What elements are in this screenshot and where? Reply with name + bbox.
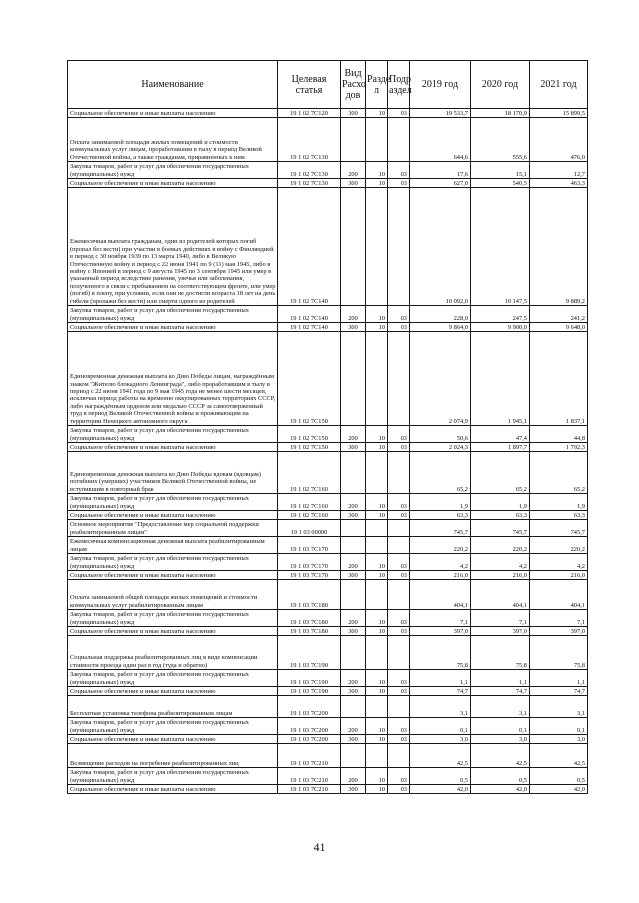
row-name: Основное мероприятие "Предоставление мер социальной поддержки реабилитированным лицам" xyxy=(68,520,278,537)
header-year-2019: 2019 год xyxy=(410,61,471,109)
row-section xyxy=(366,696,388,718)
row-value-2021: 9 889,2 xyxy=(530,188,588,306)
row-target-article: 19 1 02 7С160 xyxy=(278,494,341,511)
row-value-2020: 65,2 xyxy=(471,452,530,494)
row-value-2021: 397,0 xyxy=(530,627,588,636)
row-name: Социальное обеспечение и иные выплаты населению xyxy=(68,571,278,580)
row-name: Закупка товаров, работ и услуг для обеспечения государственных (муниципальных) нужд xyxy=(68,610,278,627)
row-expense-type: 200 xyxy=(341,670,366,687)
row-target-article: 19 1 02 7С150 xyxy=(278,426,341,443)
row-name: Ежемесячная выплата гражданам, один из родителей которых погиб (пропал без вести) при участии в боевых действиях в войну с Финляндией в период с 30 ноября 1939 по 13 марта 1940, либо в Великую Отечественную войну в период с 22 июня 1941 по 9 (11) мая 1945, либо в войну с Японией в период с 9 августа 1945 по 3 сентября 1945 или умер в указанный период вследствие ранения, увечья или заболевания, полученного в связи с пребыванием на соответствующем фронте, или умер (погиб) в плену, при условии, если они не достигли возраста 18 лет на день гибели (пропажи без вести) или смерти одного из родителей xyxy=(68,188,278,306)
row-expense-type: 200 xyxy=(341,306,366,323)
table-row xyxy=(68,332,588,426)
row-name: Закупка товаров, работ и услуг для обеспечения государственных (муниципальных) нужд xyxy=(68,306,278,323)
row-value-2019: 404,1 xyxy=(410,580,471,610)
row-name: Закупка товаров, работ и услуг для обеспечения государственных (муниципальных) нужд xyxy=(68,554,278,571)
table-row xyxy=(68,188,588,306)
row-target-article: 19 1 02 7С150 xyxy=(278,332,341,426)
header-year-2021: 2021 год xyxy=(530,61,588,109)
row-target-article: 19 1 03 00000 xyxy=(278,520,341,537)
row-section: 10 xyxy=(366,571,388,580)
row-expense-type xyxy=(341,636,366,670)
row-value-2019: 7,1 xyxy=(410,610,471,627)
row-value-2020: 745,7 xyxy=(471,520,530,537)
row-section xyxy=(366,332,388,426)
row-target-article: 19 1 03 7С190 xyxy=(278,670,341,687)
row-subsection xyxy=(388,537,410,554)
row-section: 10 xyxy=(366,554,388,571)
row-value-2021: 44,8 xyxy=(530,426,588,443)
table-row xyxy=(68,511,588,520)
row-value-2020: 15,1 xyxy=(471,162,530,179)
row-value-2021: 220,2 xyxy=(530,537,588,554)
row-value-2020: 18 170,9 xyxy=(471,109,530,118)
row-value-2021: 1,1 xyxy=(530,670,588,687)
row-value-2020: 10 147,5 xyxy=(471,188,530,306)
table-row xyxy=(68,627,588,636)
row-section: 10 xyxy=(366,718,388,735)
row-subsection xyxy=(388,520,410,537)
row-subsection: 03 xyxy=(388,426,410,443)
row-target-article: 19 1 03 7С180 xyxy=(278,627,341,636)
row-expense-type: 300 xyxy=(341,687,366,696)
row-name: Закупка товаров, работ и услуг для обеспечения государственных (муниципальных) нужд xyxy=(68,426,278,443)
row-value-2019: 2 024,3 xyxy=(410,443,471,452)
row-value-2020: 3,1 xyxy=(471,696,530,718)
row-target-article: 19 1 02 7С150 xyxy=(278,443,341,452)
table-row xyxy=(68,554,588,571)
row-section: 10 xyxy=(366,610,388,627)
row-value-2020: 0,1 xyxy=(471,718,530,735)
row-value-2020: 47,4 xyxy=(471,426,530,443)
row-expense-type: 300 xyxy=(341,443,366,452)
table-row xyxy=(68,443,588,452)
row-value-2019: 397,0 xyxy=(410,627,471,636)
row-name: Социальное обеспечение и иные выплаты населению xyxy=(68,511,278,520)
row-section: 10 xyxy=(366,426,388,443)
row-target-article: 19 1 03 7С200 xyxy=(278,696,341,718)
table-row xyxy=(68,179,588,188)
row-section: 10 xyxy=(366,306,388,323)
page-number: 41 xyxy=(313,840,326,854)
row-value-2021: 1 837,1 xyxy=(530,332,588,426)
table-row xyxy=(68,610,588,627)
row-subsection: 03 xyxy=(388,511,410,520)
row-subsection: 03 xyxy=(388,687,410,696)
row-target-article: 19 1 02 7С120 xyxy=(278,109,341,118)
row-value-2020: 540,5 xyxy=(471,179,530,188)
table-row xyxy=(68,426,588,443)
row-target-article: 19 1 02 7С130 xyxy=(278,118,341,162)
row-value-2019: 9 864,0 xyxy=(410,323,471,332)
table-row xyxy=(68,744,588,768)
row-value-2021: 1 792,3 xyxy=(530,443,588,452)
row-value-2021: 42,0 xyxy=(530,785,588,794)
row-section xyxy=(366,188,388,306)
row-section: 10 xyxy=(366,179,388,188)
row-expense-type xyxy=(341,580,366,610)
row-name: Ежемесячная компенсационная денежная выплата реабилитированным лицам xyxy=(68,537,278,554)
header-subsection: Подр аздел xyxy=(388,61,410,109)
row-target-article: 19 1 03 7С200 xyxy=(278,735,341,744)
row-value-2019: 228,0 xyxy=(410,306,471,323)
row-section: 10 xyxy=(366,109,388,118)
row-section: 10 xyxy=(366,735,388,744)
row-section xyxy=(366,744,388,768)
row-value-2020: 397,0 xyxy=(471,627,530,636)
row-target-article: 19 1 02 7С140 xyxy=(278,188,341,306)
row-name: Единовременная денежная выплата ко Дню Победы лицам, награждённым знаком "Жителю блокадного Ленинграда", либо проработавшим в тылу в период с 22 июня 1941 года по 9 мая 1945 года не менее шести месяцев, исключая период работы на временно оккупированных территориях СССР, либо награждённым орденом или медалью СССР за самоотверженный труд в период Великой Отечественной войны и проживающим на территории Ненецкого автономного округа xyxy=(68,332,278,426)
row-value-2020: 42,5 xyxy=(471,744,530,768)
table-row xyxy=(68,323,588,332)
row-name: Социальное обеспечение и иные выплаты населению xyxy=(68,109,278,118)
row-value-2021: 0,5 xyxy=(530,768,588,785)
row-value-2020: 63,3 xyxy=(471,511,530,520)
row-subsection: 03 xyxy=(388,670,410,687)
table-row xyxy=(68,571,588,580)
header-expense-type: Вид Расхо дов xyxy=(341,61,366,109)
row-value-2019: 1,1 xyxy=(410,670,471,687)
row-subsection xyxy=(388,188,410,306)
row-value-2020: 1,1 xyxy=(471,670,530,687)
row-value-2020: 4,2 xyxy=(471,554,530,571)
row-name: Единовременная денежная выплата ко Дню Победы вдовам (вдовцам) погибших (умерших) участников Великой Отечественной войны, не вступившим в повторный брак xyxy=(68,452,278,494)
row-target-article: 19 1 03 7С170 xyxy=(278,537,341,554)
row-expense-type: 200 xyxy=(341,610,366,627)
row-value-2019: 75,8 xyxy=(410,636,471,670)
row-subsection: 03 xyxy=(388,768,410,785)
row-subsection xyxy=(388,580,410,610)
row-value-2020: 555,6 xyxy=(471,118,530,162)
row-expense-type xyxy=(341,452,366,494)
row-target-article: 19 1 02 7С160 xyxy=(278,452,341,494)
row-value-2020: 216,0 xyxy=(471,571,530,580)
row-value-2019: 1,9 xyxy=(410,494,471,511)
header-section: Разде л xyxy=(366,61,388,109)
row-name: Возмещение расходов на погребение реабилитированных лиц xyxy=(68,744,278,768)
row-target-article: 19 1 03 7С200 xyxy=(278,718,341,735)
row-subsection xyxy=(388,744,410,768)
row-value-2019: 745,7 xyxy=(410,520,471,537)
row-value-2021: 0,1 xyxy=(530,718,588,735)
table-row xyxy=(68,580,588,610)
row-expense-type xyxy=(341,696,366,718)
row-expense-type xyxy=(341,520,366,537)
table-row xyxy=(68,520,588,537)
row-subsection: 03 xyxy=(388,718,410,735)
row-value-2020: 247,5 xyxy=(471,306,530,323)
row-expense-type: 200 xyxy=(341,162,366,179)
row-value-2021: 3,0 xyxy=(530,735,588,744)
header-target-article: Целевая статья xyxy=(278,61,341,109)
row-subsection: 03 xyxy=(388,571,410,580)
row-section: 10 xyxy=(366,323,388,332)
row-name: Социальное обеспечение и иные выплаты населению xyxy=(68,443,278,452)
row-value-2019: 42,5 xyxy=(410,744,471,768)
row-name: Оплата занимаемой площади жилых помещений и стоимости коммунальных услуг лицам, проработавшим в тылу в период Великой Отечественной войны, а также гражданам, приравненных к ним xyxy=(68,118,278,162)
table-row xyxy=(68,785,588,794)
row-expense-type: 300 xyxy=(341,571,366,580)
table-header-row xyxy=(68,61,588,109)
row-section xyxy=(366,520,388,537)
row-name: Социальное обеспечение и иные выплаты населению xyxy=(68,323,278,332)
row-section: 10 xyxy=(366,785,388,794)
table-row xyxy=(68,118,588,162)
row-subsection xyxy=(388,118,410,162)
row-value-2021: 65,2 xyxy=(530,452,588,494)
row-value-2019: 2 074,9 xyxy=(410,332,471,426)
row-target-article: 19 1 03 7С170 xyxy=(278,571,341,580)
row-subsection: 03 xyxy=(388,162,410,179)
row-value-2019: 10 092,0 xyxy=(410,188,471,306)
row-value-2019: 65,2 xyxy=(410,452,471,494)
row-value-2021: 216,0 xyxy=(530,571,588,580)
row-section xyxy=(366,636,388,670)
row-value-2021: 15 899,5 xyxy=(530,109,588,118)
row-value-2021: 9 648,0 xyxy=(530,323,588,332)
row-value-2020: 7,1 xyxy=(471,610,530,627)
row-value-2019: 627,0 xyxy=(410,179,471,188)
row-name: Социальное обеспечение и иные выплаты населению xyxy=(68,627,278,636)
row-value-2021: 745,7 xyxy=(530,520,588,537)
row-value-2021: 7,1 xyxy=(530,610,588,627)
table-row xyxy=(68,735,588,744)
row-section: 10 xyxy=(366,511,388,520)
row-expense-type xyxy=(341,744,366,768)
row-target-article: 19 1 03 7С190 xyxy=(278,687,341,696)
row-subsection: 03 xyxy=(388,627,410,636)
row-expense-type: 200 xyxy=(341,768,366,785)
row-name: Закупка товаров, работ и услуг для обеспечения государственных (муниципальных) нужд xyxy=(68,768,278,785)
row-subsection: 03 xyxy=(388,443,410,452)
row-subsection: 03 xyxy=(388,735,410,744)
row-name: Закупка товаров, работ и услуг для обеспечения государственных (муниципальных) нужд xyxy=(68,718,278,735)
row-value-2021: 74,7 xyxy=(530,687,588,696)
row-value-2019: 220,2 xyxy=(410,537,471,554)
header-name: Наименование xyxy=(68,61,278,109)
row-expense-type: 300 xyxy=(341,735,366,744)
table-row xyxy=(68,696,588,718)
row-value-2019: 74,7 xyxy=(410,687,471,696)
row-value-2021: 4,2 xyxy=(530,554,588,571)
row-value-2019: 63,3 xyxy=(410,511,471,520)
row-value-2021: 3,1 xyxy=(530,696,588,718)
row-subsection xyxy=(388,452,410,494)
table-row xyxy=(68,109,588,118)
row-value-2020: 9 900,0 xyxy=(471,323,530,332)
row-name: Социальное обеспечение и иные выплаты населению xyxy=(68,179,278,188)
row-expense-type: 300 xyxy=(341,323,366,332)
table-row xyxy=(68,452,588,494)
row-value-2021: 63,3 xyxy=(530,511,588,520)
row-value-2019: 0,5 xyxy=(410,768,471,785)
table-body xyxy=(68,109,588,794)
row-value-2020: 404,1 xyxy=(471,580,530,610)
row-value-2021: 404,1 xyxy=(530,580,588,610)
row-section: 10 xyxy=(366,443,388,452)
row-section: 10 xyxy=(366,670,388,687)
table-row xyxy=(68,636,588,670)
row-subsection xyxy=(388,696,410,718)
row-target-article: 19 1 03 7С210 xyxy=(278,785,341,794)
row-name: Социальное обеспечение и иные выплаты населению xyxy=(68,735,278,744)
row-value-2021: 476,0 xyxy=(530,118,588,162)
row-value-2021: 1,9 xyxy=(530,494,588,511)
table-row xyxy=(68,687,588,696)
row-value-2020: 75,8 xyxy=(471,636,530,670)
row-expense-type xyxy=(341,118,366,162)
row-expense-type: 300 xyxy=(341,511,366,520)
row-expense-type xyxy=(341,537,366,554)
row-expense-type: 200 xyxy=(341,494,366,511)
table-row xyxy=(68,494,588,511)
row-value-2021: 42,5 xyxy=(530,744,588,768)
row-subsection: 03 xyxy=(388,306,410,323)
table-row xyxy=(68,718,588,735)
row-expense-type: 300 xyxy=(341,109,366,118)
row-subsection: 03 xyxy=(388,785,410,794)
row-value-2020: 1 897,7 xyxy=(471,443,530,452)
row-subsection xyxy=(388,636,410,670)
row-subsection xyxy=(388,332,410,426)
row-value-2019: 644,6 xyxy=(410,118,471,162)
row-value-2019: 19 533,7 xyxy=(410,109,471,118)
row-value-2020: 1,9 xyxy=(471,494,530,511)
row-value-2019: 50,6 xyxy=(410,426,471,443)
row-value-2019: 216,0 xyxy=(410,571,471,580)
row-value-2020: 74,7 xyxy=(471,687,530,696)
row-name: Социальное обеспечение и иные выплаты населению xyxy=(68,687,278,696)
row-section: 10 xyxy=(366,494,388,511)
row-value-2019: 17,6 xyxy=(410,162,471,179)
row-name: Бесплатная установка телефона реабилитированным лицам xyxy=(68,696,278,718)
row-name: Оплата занимаемой общей площади жилых помещений и стоимости коммунальных услуг реабилитированным лицам xyxy=(68,580,278,610)
row-expense-type: 200 xyxy=(341,554,366,571)
header-year-2020: 2020 год xyxy=(471,61,530,109)
row-name: Закупка товаров, работ и услуг для обеспечения государственных (муниципальных) нужд xyxy=(68,494,278,511)
row-target-article: 19 1 02 7С130 xyxy=(278,179,341,188)
table-row xyxy=(68,306,588,323)
row-expense-type: 300 xyxy=(341,627,366,636)
table-row xyxy=(68,768,588,785)
row-section xyxy=(366,580,388,610)
row-value-2021: 463,3 xyxy=(530,179,588,188)
row-target-article: 19 1 03 7С190 xyxy=(278,636,341,670)
row-subsection: 03 xyxy=(388,109,410,118)
row-expense-type: 200 xyxy=(341,718,366,735)
row-value-2019: 42,0 xyxy=(410,785,471,794)
row-section: 10 xyxy=(366,162,388,179)
row-expense-type: 200 xyxy=(341,426,366,443)
row-value-2020: 3,0 xyxy=(471,735,530,744)
row-value-2019: 3,1 xyxy=(410,696,471,718)
row-subsection: 03 xyxy=(388,323,410,332)
row-target-article: 19 1 03 7С210 xyxy=(278,744,341,768)
row-expense-type xyxy=(341,188,366,306)
row-value-2021: 75,8 xyxy=(530,636,588,670)
row-target-article: 19 1 03 7С180 xyxy=(278,610,341,627)
row-section xyxy=(366,537,388,554)
row-name: Закупка товаров, работ и услуг для обеспечения государственных (муниципальных) нужд xyxy=(68,162,278,179)
row-target-article: 19 1 02 7С140 xyxy=(278,306,341,323)
row-target-article: 19 1 02 7С130 xyxy=(278,162,341,179)
row-expense-type xyxy=(341,332,366,426)
row-target-article: 19 1 03 7С180 xyxy=(278,580,341,610)
row-expense-type: 300 xyxy=(341,785,366,794)
row-target-article: 19 1 03 7С170 xyxy=(278,554,341,571)
row-value-2020: 1 945,1 xyxy=(471,332,530,426)
row-value-2019: 3,0 xyxy=(410,735,471,744)
row-value-2019: 0,1 xyxy=(410,718,471,735)
row-section: 10 xyxy=(366,768,388,785)
row-value-2021: 241,2 xyxy=(530,306,588,323)
row-target-article: 19 1 02 7С160 xyxy=(278,511,341,520)
row-name: Социальная поддержка реабилитированных лиц в виде компенсации стоимости проезда один раз в год (туда и обратно) xyxy=(68,636,278,670)
row-section xyxy=(366,118,388,162)
row-value-2020: 42,0 xyxy=(471,785,530,794)
budget-table xyxy=(67,60,588,794)
row-section xyxy=(366,452,388,494)
row-section: 10 xyxy=(366,687,388,696)
row-target-article: 19 1 03 7С210 xyxy=(278,768,341,785)
row-subsection: 03 xyxy=(388,179,410,188)
row-subsection: 03 xyxy=(388,554,410,571)
table-row xyxy=(68,162,588,179)
row-expense-type: 300 xyxy=(341,179,366,188)
row-subsection: 03 xyxy=(388,494,410,511)
row-value-2019: 4,2 xyxy=(410,554,471,571)
table-row xyxy=(68,670,588,687)
row-target-article: 19 1 02 7С140 xyxy=(278,323,341,332)
row-subsection: 03 xyxy=(388,610,410,627)
row-section: 10 xyxy=(366,627,388,636)
row-value-2021: 12,7 xyxy=(530,162,588,179)
row-value-2020: 0,5 xyxy=(471,768,530,785)
row-name: Закупка товаров, работ и услуг для обеспечения государственных (муниципальных) нужд xyxy=(68,670,278,687)
row-name: Социальное обеспечение и иные выплаты населению xyxy=(68,785,278,794)
row-value-2020: 220,2 xyxy=(471,537,530,554)
table-row xyxy=(68,537,588,554)
